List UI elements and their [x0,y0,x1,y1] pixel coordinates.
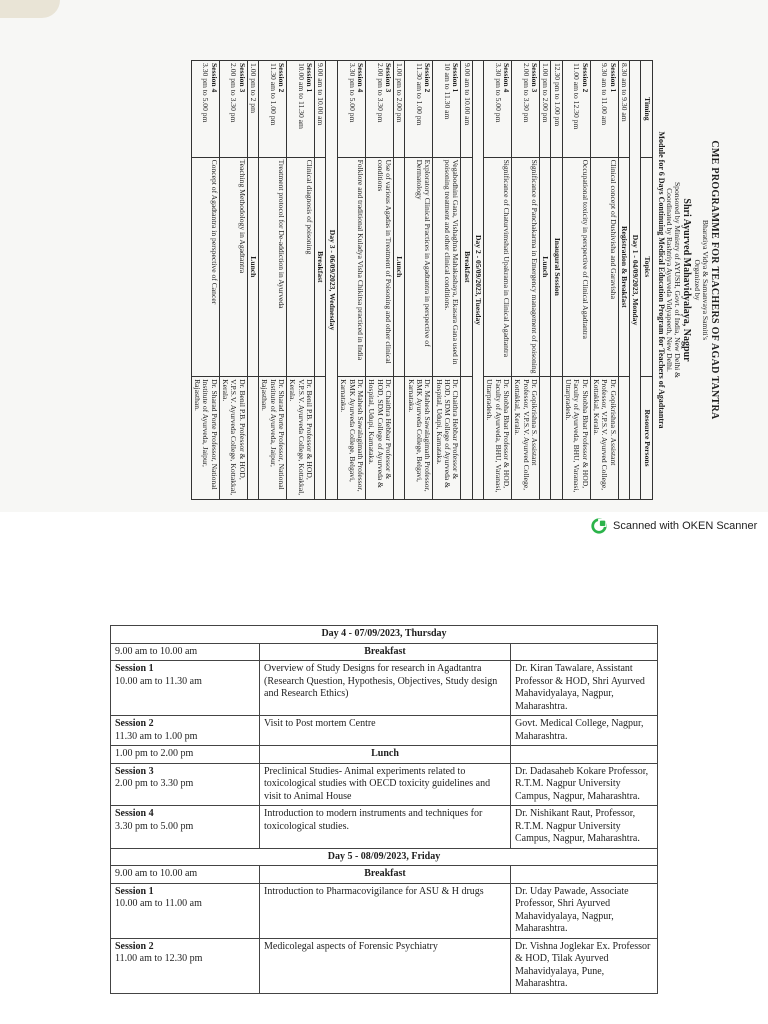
break-cell: Lunch [260,746,511,764]
schedule-row [590,61,618,500]
session-label: Session 3 [383,63,393,93]
timing-cell [287,61,315,158]
resource-person-cell: Dr. Mahesh Sawalagimath Professor, BMK Ayurveda College, Belgavi, Karnataka. [337,377,365,500]
session-time: 3.30 pm to 5.00 pm [493,63,503,123]
day-5-header: Day 5 - 08/09/2023, Friday [111,848,658,866]
topic-cell: Teaching Methodology in Agadtantra [219,157,247,377]
day-4-header-row [111,626,658,644]
session-label: Session 3 [530,63,540,93]
timing-cell [540,61,551,158]
resource-person-cell: Dr. Sharad Porte Professor, National Institute of Ayurveda, Jaipur, Rajasthan. [259,377,287,500]
break-cell: Inaugural Session [551,157,562,377]
schedule-row [247,61,258,500]
timing-cell [562,61,590,158]
document-title: CME PROGRAMME FOR TEACHERS OF AGAD TANTRA [709,140,720,420]
day-2-header: Day 2 - 05/09/2023, Tuesday [472,61,483,500]
session-label: Session 4 [502,63,512,93]
session-time: 3.30 pm to 5.00 pm [347,63,357,123]
column-header-row [641,61,652,500]
resource-person-cell: Dr. Mahesh Sawalagimath Professor, BMK Ayurveda College, Belgavi, Karnataka. [405,377,433,500]
session-label: Session 2 [580,63,590,93]
timing-cell [111,716,260,746]
resource-person-cell: Dr. Chaithra Hebbar Professor & HOD, SDM College of Ayurveda & Hospital, Udupi, Karnataka. [365,377,393,500]
break-cell: Lunch [540,157,551,377]
session-time: 11.30 am to 1.00 pm [115,730,198,742]
session-time: 10 am to 11.30 am [442,63,452,120]
resource-person-cell: Dr. Dadasaheb Kokare Professor, R.T.M. Nagpur University Campus, Nagpur, Maharashtra. [511,763,658,806]
day-1-header: Day 1 - 04/09/2023, Monday [630,61,641,500]
session-time: 1.00 pm to 2.00 pm [395,63,405,123]
timing-cell [393,61,404,158]
schedule-row [191,61,219,500]
schedule-row [551,61,562,500]
timing-cell [433,61,461,158]
timing-cell [590,61,618,158]
timing-cell [111,806,260,849]
resource-person-cell: Dr. Benil P.B. Professor & HOD, V.P.S.V. Ayurveda College, Kottakkal, Kerala. [219,377,247,500]
schedule-row [540,61,551,500]
schedule-row [219,61,247,500]
topic-cell: Significance of Chaturvimshati Upakrama in Clinical Agadtantra [483,157,511,377]
session-time: 2.00 pm to 3.30 pm [521,63,531,123]
session-time: 8.30 am to 9.30 am [620,63,630,122]
resource-cell [618,377,629,500]
resource-person-cell: Dr. Nishikant Raut, Professor, R.T.M. Nagpur University Campus, Nagpur, Maharashtra. [511,806,658,849]
topic-cell: Use of various Agadas in Treatment of Poisoning and other clinical conditions [365,157,393,377]
timing-cell [405,61,433,158]
column-header: Timing [641,61,652,158]
timing-cell [219,61,247,158]
session-time: 2.00 pm to 3.30 pm [229,63,239,123]
resource-cell [511,746,658,764]
session-label: Session 4 [355,63,365,93]
session-label: Session 4 [115,808,154,819]
timing-cell [111,866,260,884]
resource-cell [540,377,551,500]
schedule-row [287,61,315,500]
schedule-row [483,61,511,500]
resource-person-cell: Govt. Medical College, Nagpur, Maharashtra. [511,716,658,746]
column-header: Topics [641,157,652,377]
resource-person-cell: Dr. Gopikrishna S. Assistant Professor, V.P.S.V. Ayurved College, Kottakkal, Kerala. [590,377,618,500]
resource-cell [393,377,404,500]
topic-cell: Occupational toxicity in perspective of Clinical Agadtantra [562,157,590,377]
session-label: Session 2 [277,63,287,93]
session-label: Session 1 [115,885,154,897]
break-cell: Breakfast [315,157,326,377]
day-3-header: Day 3 - 06/09/2023, Wednesday [326,61,337,500]
header-line-3: Sponsored by Ministry of AYUSH, Govt. of India, New Delhi & [673,181,683,379]
schedule-row [111,883,658,938]
topic-cell: Folklore and traditional Kuladya Visha Chikitsa practiced in India [337,157,365,377]
schedule-row [111,716,658,746]
session-time: 1.00 pm to 2.00 pm [115,748,194,759]
resource-person-cell: Dr. Sharad Porte Professor, National Institute of Ayurveda, Jaipur, Rajasthan. [191,377,219,500]
schedule-table-days-1-3 [191,60,653,500]
resource-cell [551,377,562,500]
header-line-1: Bharatiya Vidya & Samanvaya Samiti's [701,219,710,341]
topic-cell: Visit to Post mortem Centre [260,716,511,746]
resource-person-cell: Dr. Shobha Bhat Professor & HOD, Faculty of Ayurveda, BHU, Varanasi, Uttarpradesh. [562,377,590,500]
schedule-row [461,61,472,500]
module-title: Module for 6 Days Continuing Medical Education Program for Teachers of Agadtantra [656,131,666,429]
topic-cell: Exploratory Clinical Practices in Agadtantra in perspective of Dermatology [405,157,433,377]
resource-person-cell: Dr. Shobha Bhat Professor & HOD, Faculty of Ayurveda, BHU, Varanasi, Uttarpradesh. [483,377,511,500]
resource-cell [315,377,326,500]
break-cell: Breakfast [260,643,511,661]
session-time: 11.30 am to 1.00 pm [414,63,424,126]
institution-name: Shri Ayurved Mahavidyalaya, Nagpur [681,198,693,362]
page-fold-shadow [0,0,60,18]
day-1-header-row [630,61,641,500]
scanner-label: Scanned with OKEN Scanner [613,520,758,532]
session-time: 10.00 am to 11.00 am [115,898,202,909]
timing-cell [483,61,511,158]
day-5-header-row [111,848,658,866]
timing-cell [512,61,540,158]
schedule-row [259,61,287,500]
timing-cell [461,61,472,158]
session-time: 3.30 pm to 5.00 pm [201,63,211,123]
rotated-content [40,60,720,500]
timing-cell [618,61,629,158]
topic-cell: Vegabodhini Gana, Vishaghna Mahakashaya, Ekasara Gana used in poisoning treatment and other clinical conditions. [433,157,461,377]
topic-cell: Clinical diagnosis of poisoning [287,157,315,377]
session-time: 9.30 am to 11.00 am [600,63,610,126]
timing-cell [259,61,287,158]
resource-person-cell: Dr. Kiran Tawalare, Assistant Professor & HOD, Shri Ayurved Mahavidyalaya, Nagpur, Maharashtra. [511,661,658,716]
timing-cell [315,61,326,158]
resource-person-cell: Dr. Vishna Joglekar Ex. Professor & HOD, Tilak Ayurved Mahavidyalaya, Pune, Maharashtra. [511,938,658,993]
oken-scanner-logo-icon [590,517,608,535]
timing-cell [111,643,260,661]
schedule-row [512,61,540,500]
resource-person-cell: Dr. Gopikrishna S. Assistant Professor, V.P.S.V. Ayurved College, Kottakkal, Kerala. [512,377,540,500]
schedule-row [315,61,326,500]
timing-cell [111,661,260,716]
schedule-row [433,61,461,500]
session-label: Session 3 [237,63,247,93]
session-time: 9.00 am to 10.00 am [316,63,326,126]
topic-cell: Overview of Study Designs for research in Agadtantra (Research Question, Hypothesis, Objectives, Study design and Research Ethics) [260,661,511,716]
schedule-row [562,61,590,500]
timing-cell [111,938,260,993]
session-label: Session 4 [209,63,219,93]
break-cell: Lunch [247,157,258,377]
session-time: 1.00 pm to 2.00 pm [541,63,551,123]
timing-cell [111,763,260,806]
resource-cell [461,377,472,500]
resource-cell [511,866,658,884]
schedule-row [111,643,658,661]
schedule-row [405,61,433,500]
session-time: 11.30 am to 1.00 pm [268,63,278,126]
header-line-2: Organized by [692,259,702,301]
resource-person-cell: Dr. Chaithra Hebbar Professor & HOD, SDM College of Ayurveda & Hospital, Udupi, Karnataka. [433,377,461,500]
session-time: 2.00 pm to 3.30 pm [375,63,385,123]
scanner-watermark [590,515,757,537]
timing-cell [337,61,365,158]
break-cell: Lunch [393,157,404,377]
schedule-row [111,661,658,716]
resource-cell [511,643,658,661]
timing-cell [191,61,219,158]
column-header: Resource Persons [641,377,652,500]
session-time: 3.30 pm to 5.00 pm [115,820,194,832]
session-time: 9.00 am to 10.00 am [115,645,198,657]
break-cell: Registration & Breakfast [618,157,629,377]
topic-cell: Significance of Panchakarma in Emergency management of poisoning [512,157,540,377]
timing-cell [551,61,562,158]
schedule-row [393,61,404,500]
topic-cell: Introduction to Pharmacovigilance for ASU & H drugs [260,883,511,938]
session-time: 1.00 pm to 2 pm [249,63,259,113]
session-time: 12.30 pm to 1.00 pm [552,63,562,127]
header-line-4: Coordinated by Rashtriya Ayurveda Vidyapeeth, New Delhi. [664,188,674,372]
schedule-row [365,61,393,500]
resource-person-cell: Dr. Uday Pawade, Associate Professor, Shri Ayurved Mahavidyalaya, Nagpur, Maharashtra. [511,883,658,938]
session-time: 2.00 pm to 3.30 pm [115,778,194,789]
timing-cell [365,61,393,158]
scanned-page-bottom [0,540,768,1024]
session-label: Session 1 [115,663,154,674]
session-time: 11.00 am to 12.30 pm [572,63,582,130]
session-label: Session 2 [115,718,154,729]
day-2-header-row [472,61,483,500]
topic-cell: Treatment protocol for De-addiction in Ayurveda [259,157,287,377]
session-label: Session 1 [305,63,315,93]
schedule-row [111,938,658,993]
topic-cell: Clinical concept of Dushivisha and Garavisha [590,157,618,377]
session-label: Session 2 [115,940,154,952]
timing-cell [111,746,260,764]
schedule-row [111,806,658,849]
schedule-row [111,746,658,764]
schedule-row [111,763,658,806]
resource-person-cell: Dr. Benil P.B. Professor & HOD, V.P.S.V. Ayurveda College, Kottakkal, Kerala. [287,377,315,500]
session-time: 11.00 am to 12.30 pm [115,953,203,964]
schedule-row [618,61,629,500]
session-label: Session 2 [423,63,433,93]
session-time: 9.00 am to 10.00 am [462,63,472,126]
session-time: 10.00 am to 11.30 am [296,63,306,129]
day-4-header: Day 4 - 07/09/2023, Thursday [111,626,658,644]
session-label: Session 1 [608,63,618,93]
schedule-table-days-4-5 [110,625,658,994]
topic-cell: Introduction to modern instruments and techniques for toxicological studies. [260,806,511,849]
timing-cell [247,61,258,158]
break-cell: Breakfast [260,866,511,884]
schedule-row [337,61,365,500]
document-header [656,60,720,500]
topic-cell: Preclinical Studies- Animal experiments related to toxicological studies with OECD toxicity guidelines and visit to Animal House [260,763,511,806]
session-label: Session 1 [451,63,461,93]
break-cell: Breakfast [461,157,472,377]
topic-cell: Medicolegal aspects of Forensic Psychiatry [260,938,511,993]
topic-cell: Concept of Agadtantra in perspective of Cancer [191,157,219,377]
day-3-header-row [326,61,337,500]
session-time: 9.00 am to 10.00 am [115,868,198,879]
session-time: 10.00 am to 11.30 am [115,675,202,687]
timing-cell [111,883,260,938]
schedule-row [111,866,658,884]
session-label: Session 3 [115,765,154,777]
resource-cell [247,377,258,500]
